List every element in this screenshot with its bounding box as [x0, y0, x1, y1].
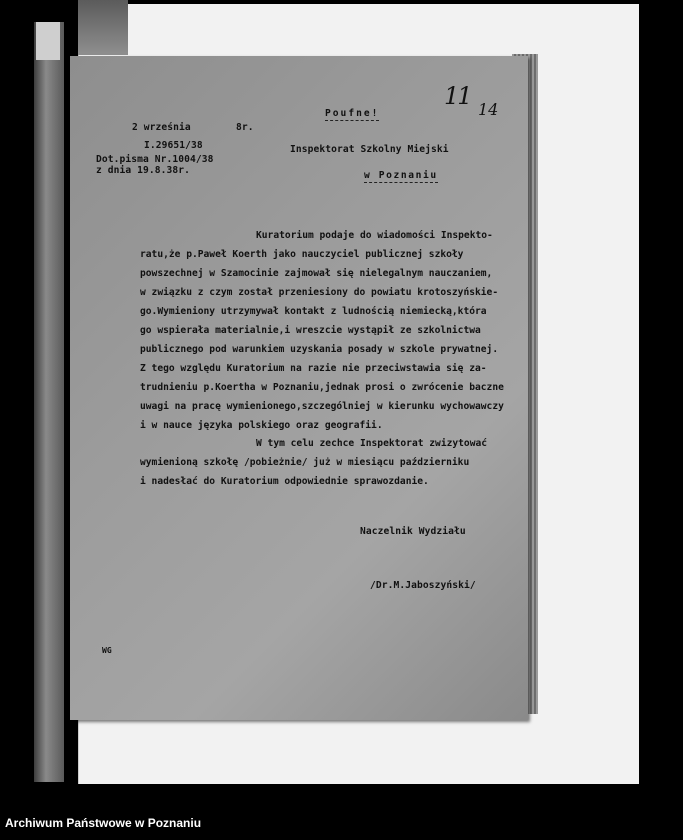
reference-number: I.29651/38 — [144, 140, 203, 151]
recipient-line-2: w Poznaniu — [364, 170, 438, 181]
signature-title: Naczelnik Wydziału — [360, 526, 466, 537]
recipient-line-1: Inspektorat Szkolny Miejski — [290, 144, 449, 155]
body-line-1: Kuratorium podaje do wiadomości Inspekto- — [256, 230, 493, 241]
body-line-2: ratu,że p.Paweł Koerth jako nauczyciel publicznej szkoły — [140, 249, 464, 260]
body-line-12: W tym celu zechce Inspektorat zwizytować — [256, 438, 488, 449]
body-line-9: trudnieniu p.Koertha w Poznaniu,jednak prosi o zwrócenie baczne — [140, 382, 504, 393]
z-dnia-text: z dnia 19.8.38r. — [96, 165, 191, 176]
body-line-14: i nadesłać do Kuratorium odpowiednie sprawozdanie. — [140, 476, 429, 487]
body-line-13: wymienioną szkołę /pobieżnie/ już w miesiącu październiku — [140, 457, 470, 468]
handwritten-number: 11 — [444, 82, 471, 110]
dot-pisma-text: Dot.pisma Nr.1004/38 — [96, 154, 214, 165]
body-line-10: uwagi na pracę wymienionego,szczególniej w kierunku wychowawczy — [140, 401, 504, 412]
body-line-7: publicznego pod warunkiem uzyskania posady w szkole prywatnej. — [140, 344, 499, 355]
year-text: 8r. — [236, 122, 254, 133]
body-line-6: go wspierała materialnie,i wreszcie wystąpił ze szkolnictwa — [140, 325, 481, 336]
body-line-11: i w nauce języka polskiego oraz geografii. — [140, 420, 383, 431]
folder-top-strip — [78, 0, 128, 55]
body-line-8: Z tego względu Kuratorium na razie nie przeciwstawia się za- — [140, 363, 487, 374]
signature-name: /Dr.M.Jaboszyński/ — [370, 580, 476, 591]
typist-initials: WG — [102, 646, 112, 655]
date-text: 2 września — [132, 122, 191, 133]
classification-label: Poufne! — [325, 108, 380, 119]
body-line-4: w związku z czym został przeniesiony do powiatu krotoszyńskie- — [140, 287, 499, 298]
handwritten-small-number: 14 — [478, 100, 499, 119]
binding-tab — [36, 22, 60, 60]
body-line-3: powszechnej w Szamocinie zajmował się nielegalnym nauczaniem, — [140, 268, 493, 279]
folder-binding — [34, 22, 64, 782]
body-line-5: go.Wymieniony utrzymywał kontakt z ludnością niemiecką,która — [140, 306, 487, 317]
document-page — [70, 56, 528, 720]
archive-name: Archiwum Państwowe w Poznaniu — [5, 816, 202, 830]
